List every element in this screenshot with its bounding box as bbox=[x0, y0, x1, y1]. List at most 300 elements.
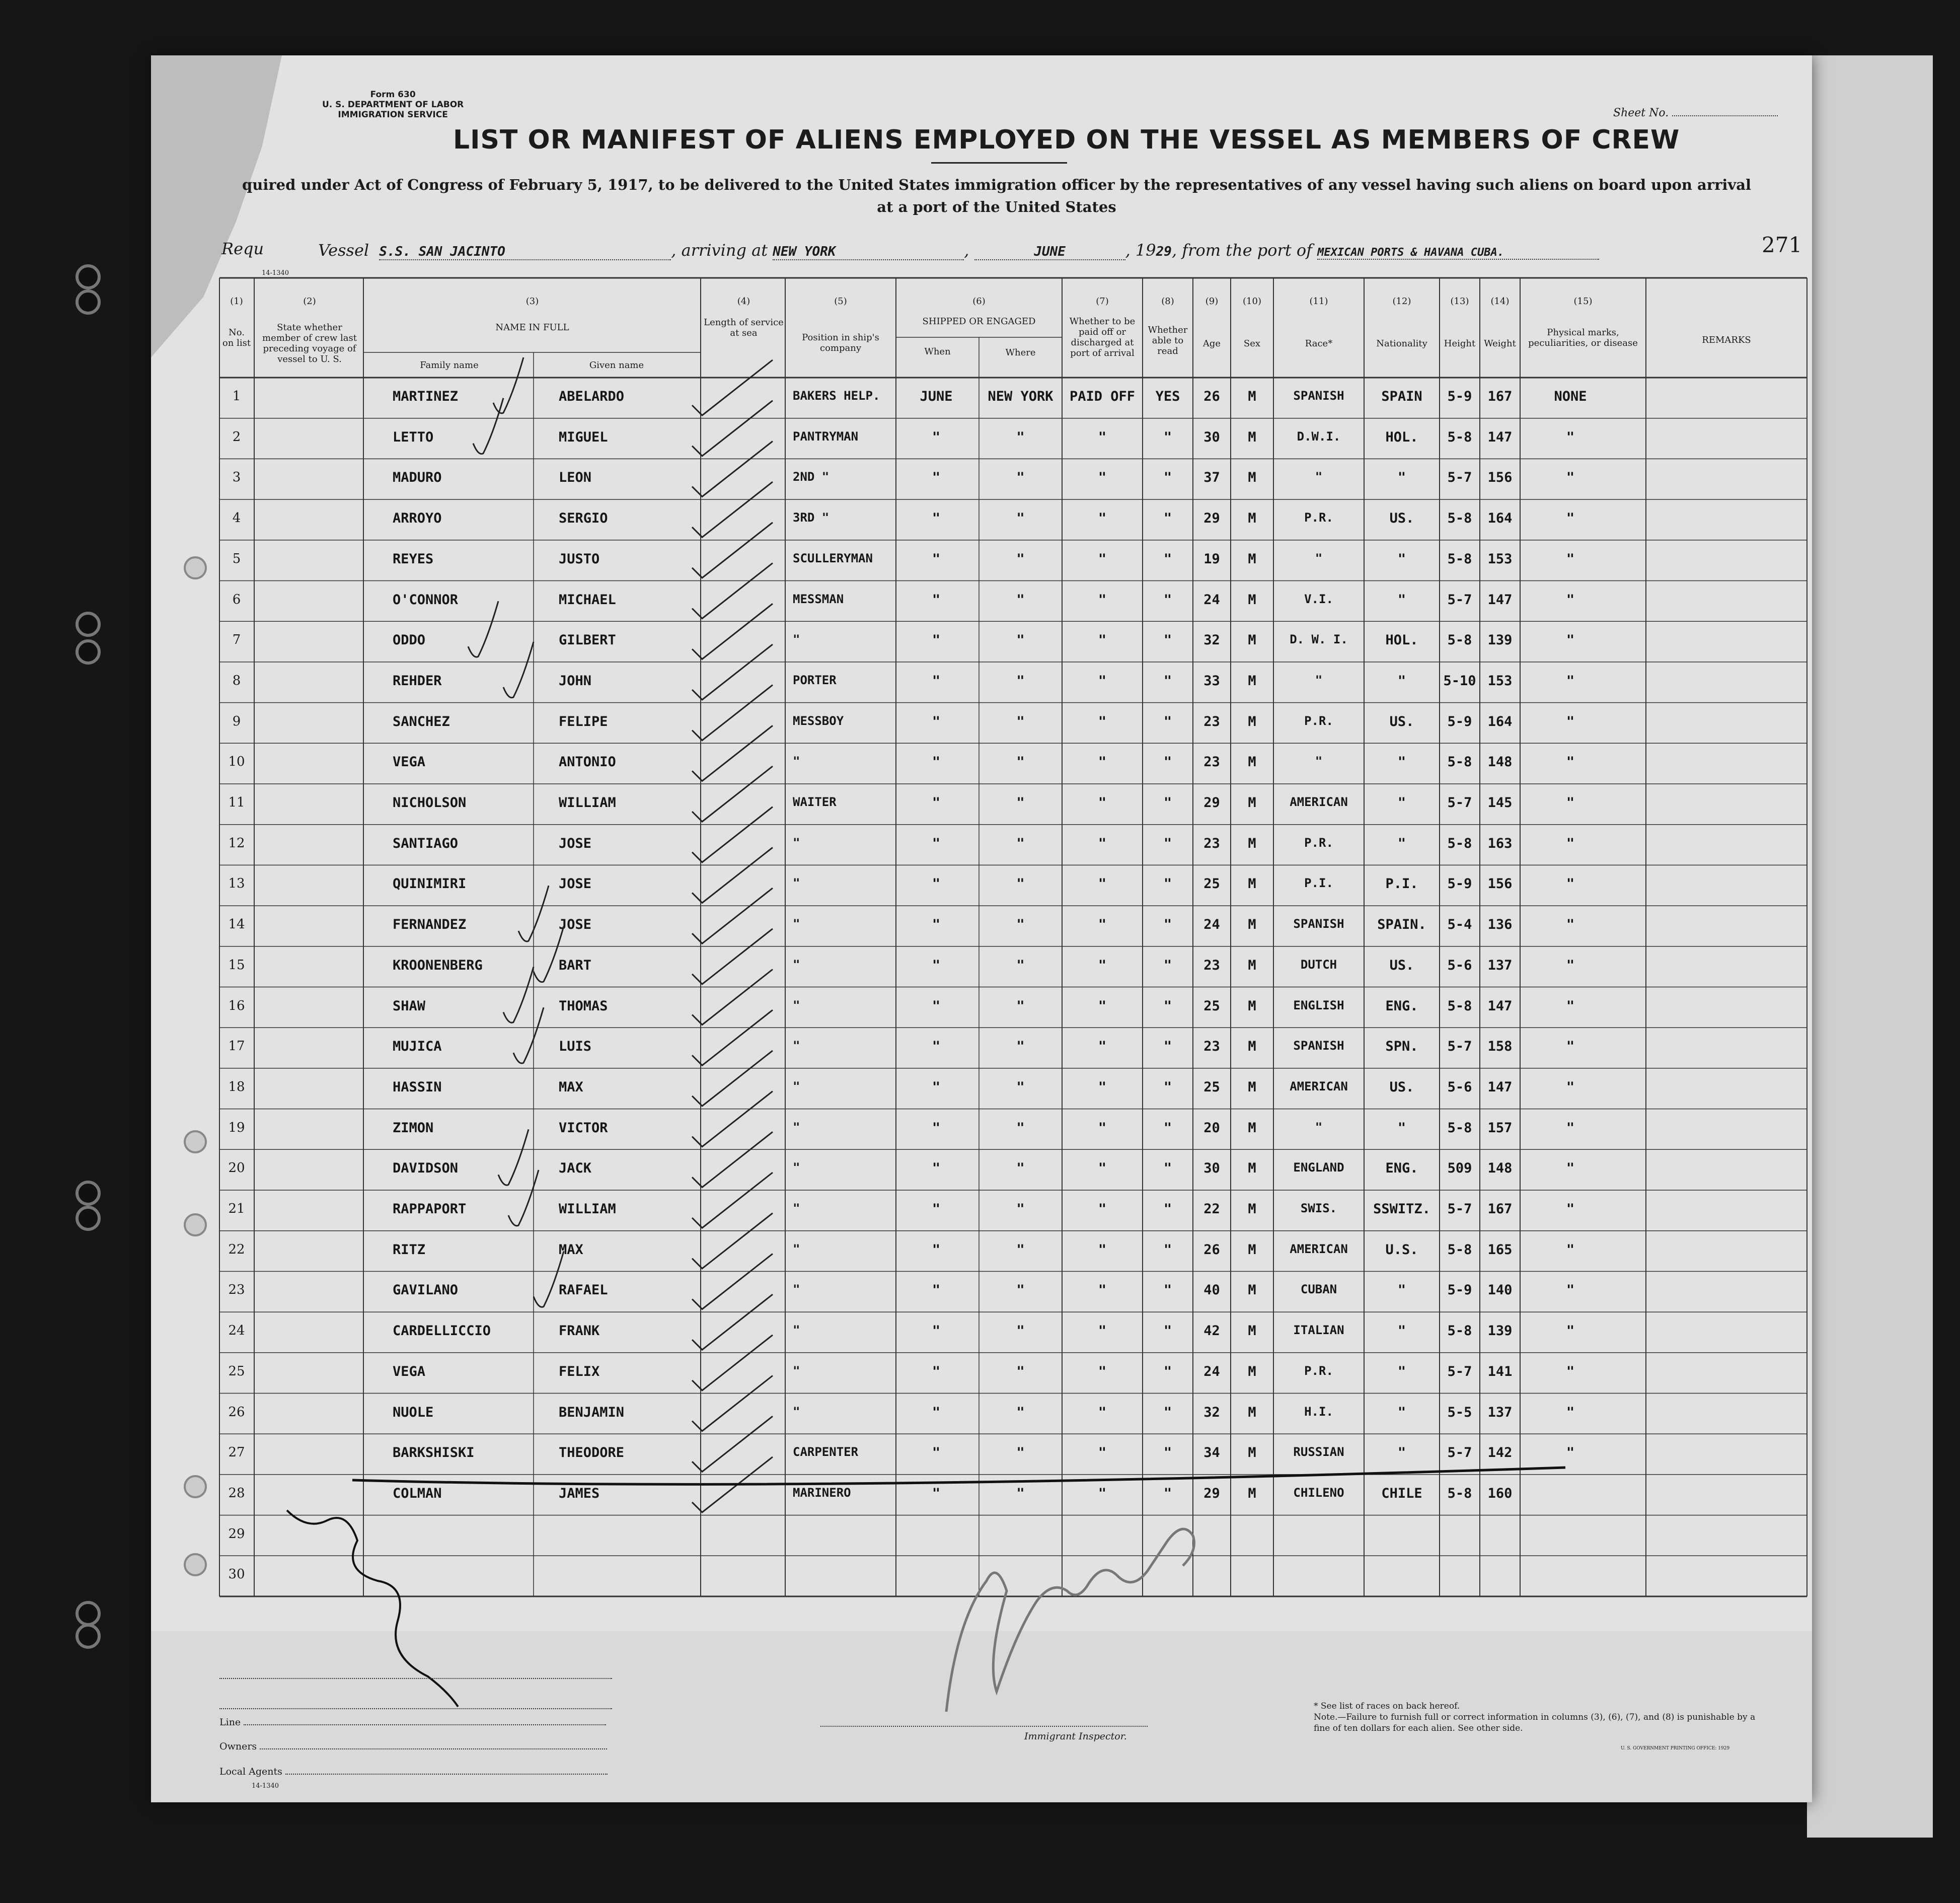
shipped-where: " bbox=[1016, 1120, 1025, 1136]
weight: 139 bbox=[1487, 1323, 1513, 1339]
check-mark bbox=[692, 1335, 773, 1390]
family-name: LETTO bbox=[393, 429, 434, 445]
shipped-where: " bbox=[1016, 1079, 1025, 1095]
race: D.W.I. bbox=[1297, 429, 1341, 444]
weight: 165 bbox=[1487, 1241, 1513, 1258]
sex: M bbox=[1248, 876, 1256, 892]
family-name: COLMAN bbox=[393, 1485, 442, 1501]
name-check-mark bbox=[534, 926, 564, 982]
position: " bbox=[793, 1201, 800, 1215]
nationality: US. bbox=[1389, 957, 1414, 973]
age: 30 bbox=[1203, 1160, 1220, 1177]
paid-off: " bbox=[1098, 1241, 1107, 1258]
shipped-when: " bbox=[932, 510, 941, 527]
height: 5-8 bbox=[1447, 510, 1472, 527]
family-name: O'CONNOR bbox=[393, 592, 459, 608]
age: 33 bbox=[1203, 673, 1220, 689]
paid-off: PAID OFF bbox=[1069, 389, 1136, 404]
shipped-when: " bbox=[932, 957, 941, 973]
able-to-read: " bbox=[1163, 998, 1172, 1014]
col-number-11: (11) bbox=[1309, 296, 1328, 307]
shipped-when: " bbox=[932, 1079, 941, 1095]
vessel-line: Vessel S.S. SAN JACINTO , arriving at NEW YORK , JUNE , 1929, from the port of MEXICAN PORTS & HAVANA CUBA. bbox=[318, 241, 1599, 260]
family-name: ZIMON bbox=[393, 1120, 434, 1136]
sex: M bbox=[1248, 957, 1256, 973]
owners-label: Owners bbox=[219, 1741, 257, 1752]
family-name: MARTINEZ bbox=[393, 389, 459, 404]
check-mark bbox=[692, 1132, 773, 1187]
family-name: RAPPAPORT bbox=[393, 1201, 467, 1217]
shipped-when: " bbox=[932, 1160, 941, 1177]
height: 5-4 bbox=[1447, 917, 1472, 933]
weight: 147 bbox=[1487, 592, 1513, 608]
given-name: ANTONIO bbox=[559, 754, 616, 770]
physical-marks: " bbox=[1566, 1120, 1575, 1136]
nationality: " bbox=[1397, 754, 1406, 770]
header-given-name: Given name bbox=[589, 360, 644, 371]
given-name: THEODORE bbox=[559, 1445, 625, 1461]
sex: M bbox=[1248, 998, 1256, 1014]
age: 29 bbox=[1203, 510, 1220, 527]
paid-off: " bbox=[1098, 673, 1107, 689]
col-number-4: (4) bbox=[737, 296, 750, 307]
year-prefix: 19 bbox=[1135, 241, 1156, 260]
position: 2ND " bbox=[793, 470, 830, 484]
check-mark bbox=[692, 563, 773, 619]
sex: M bbox=[1248, 1201, 1256, 1217]
weight: 153 bbox=[1487, 551, 1513, 567]
age: 23 bbox=[1203, 1039, 1220, 1055]
shipped-when: " bbox=[932, 1039, 941, 1055]
race: ITALIAN bbox=[1293, 1323, 1344, 1338]
shipped-when: " bbox=[932, 713, 941, 729]
given-name: JACK bbox=[559, 1160, 592, 1177]
local-agents-label: Local Agents bbox=[219, 1766, 282, 1777]
paid-off: " bbox=[1098, 470, 1107, 486]
position: " bbox=[793, 1241, 800, 1256]
nationality: " bbox=[1397, 673, 1406, 689]
height: 5-8 bbox=[1447, 835, 1472, 851]
shipped-where: " bbox=[1016, 754, 1025, 770]
row-number: 4 bbox=[232, 510, 241, 526]
age: 32 bbox=[1203, 632, 1220, 648]
physical-marks: " bbox=[1566, 1404, 1575, 1420]
height: 5-8 bbox=[1447, 429, 1472, 445]
position: PORTER bbox=[793, 673, 837, 687]
row-number: 2 bbox=[232, 429, 241, 445]
given-name: WILLIAM bbox=[559, 1201, 616, 1217]
family-name: DAVIDSON bbox=[393, 1160, 459, 1177]
family-name: SANTIAGO bbox=[393, 835, 459, 851]
race: CUBAN bbox=[1300, 1282, 1337, 1297]
row-number: 7 bbox=[232, 632, 241, 648]
check-mark bbox=[692, 1091, 773, 1147]
given-name: MAX bbox=[559, 1079, 583, 1095]
position: SCULLERYMAN bbox=[793, 551, 873, 565]
paid-off: " bbox=[1098, 592, 1107, 608]
weight: 148 bbox=[1487, 1160, 1513, 1177]
check-mark bbox=[692, 1213, 773, 1269]
physical-marks: " bbox=[1566, 551, 1575, 567]
weight: 137 bbox=[1487, 957, 1513, 973]
header-family-name: Family name bbox=[420, 360, 479, 371]
physical-marks: " bbox=[1566, 795, 1575, 811]
shipped-where: " bbox=[1016, 917, 1025, 933]
paid-off: " bbox=[1098, 1445, 1107, 1461]
nationality: U.S. bbox=[1385, 1241, 1418, 1258]
able-to-read: " bbox=[1163, 1120, 1172, 1136]
weight: 139 bbox=[1487, 632, 1513, 648]
age: 37 bbox=[1203, 470, 1220, 486]
sex: M bbox=[1248, 673, 1256, 689]
name-check-mark bbox=[503, 642, 534, 698]
year-suffix: 29 bbox=[1156, 244, 1172, 259]
sex: M bbox=[1248, 835, 1256, 851]
paid-off: " bbox=[1098, 795, 1107, 811]
weight: 140 bbox=[1487, 1282, 1513, 1298]
position: " bbox=[793, 1404, 800, 1419]
page-subtitle: quired under Act of Congress of February 5, 1917, to be delivered to the United States immigration officer by the representatives of any vessel having such aliens on board upon arrival at a port of the United States bbox=[242, 176, 1752, 215]
header-remarks: REMARKS bbox=[1702, 335, 1751, 345]
given-name: LUIS bbox=[559, 1039, 592, 1055]
height: 5-6 bbox=[1447, 957, 1472, 973]
race: " bbox=[1315, 1120, 1323, 1134]
row-number: 25 bbox=[228, 1363, 245, 1379]
weight: 156 bbox=[1487, 470, 1513, 486]
shipped-where: " bbox=[1016, 795, 1025, 811]
able-to-read: " bbox=[1163, 429, 1172, 445]
physical-marks: " bbox=[1566, 632, 1575, 648]
header-paid-off: Whether to be paid off or discharged at port of arrival bbox=[1069, 316, 1136, 358]
row-number: 26 bbox=[228, 1404, 245, 1420]
family-name: NUOLE bbox=[393, 1404, 434, 1420]
row-number: 10 bbox=[228, 754, 245, 770]
check-mark bbox=[692, 604, 773, 659]
height: 5-9 bbox=[1447, 876, 1472, 892]
col-number-9: (9) bbox=[1205, 296, 1219, 307]
check-mark bbox=[692, 523, 773, 578]
nationality: CHILE bbox=[1381, 1485, 1422, 1501]
height: 5-7 bbox=[1447, 592, 1472, 608]
race: D. W. I. bbox=[1290, 632, 1348, 647]
age: 40 bbox=[1203, 1282, 1220, 1298]
height: 5-9 bbox=[1447, 713, 1472, 729]
age: 23 bbox=[1203, 957, 1220, 973]
height: 509 bbox=[1447, 1160, 1472, 1177]
family-name: CARDELLICCIO bbox=[393, 1323, 491, 1339]
able-to-read: " bbox=[1163, 1404, 1172, 1420]
physical-marks: NONE bbox=[1554, 389, 1587, 404]
row-number: 20 bbox=[228, 1160, 245, 1176]
check-mark bbox=[692, 360, 773, 415]
nationality: " bbox=[1397, 551, 1406, 567]
physical-marks: " bbox=[1566, 1282, 1575, 1298]
race: AMERICAN bbox=[1290, 1079, 1348, 1093]
shipped-where: " bbox=[1016, 835, 1025, 851]
header-where: Where bbox=[1005, 347, 1036, 358]
able-to-read: " bbox=[1163, 1323, 1172, 1339]
arriving-label: , arriving at bbox=[671, 241, 768, 260]
family-name: RITZ bbox=[393, 1241, 426, 1258]
able-to-read: " bbox=[1163, 510, 1172, 527]
check-mark bbox=[692, 929, 773, 984]
given-name: BART bbox=[559, 957, 592, 973]
nationality: ENG. bbox=[1385, 998, 1418, 1014]
shipped-where: " bbox=[1016, 1323, 1025, 1339]
weight: 145 bbox=[1487, 795, 1513, 811]
check-mark bbox=[692, 1254, 773, 1309]
given-name: MIGUEL bbox=[559, 429, 608, 445]
sex: M bbox=[1248, 1323, 1256, 1339]
name-check-mark bbox=[473, 398, 503, 454]
family-name: ARROYO bbox=[393, 510, 442, 527]
weight: 147 bbox=[1487, 1079, 1513, 1095]
able-to-read: " bbox=[1163, 1241, 1172, 1258]
races-note: * See list of races on back hereof. bbox=[1314, 1701, 1460, 1711]
race: AMERICAN bbox=[1290, 1241, 1348, 1256]
position: " bbox=[793, 957, 800, 972]
family-name: MADURO bbox=[393, 470, 442, 486]
family-name: NICHOLSON bbox=[393, 795, 467, 811]
sex: M bbox=[1248, 1160, 1256, 1177]
weight: 158 bbox=[1487, 1039, 1513, 1055]
row-number: 27 bbox=[228, 1445, 245, 1460]
weight: 156 bbox=[1487, 876, 1513, 892]
shipped-where: " bbox=[1016, 1445, 1025, 1461]
service-name: IMMIGRATION SERVICE bbox=[338, 110, 448, 120]
family-name: BARKSHISKI bbox=[393, 1445, 475, 1461]
col-number-2: (2) bbox=[303, 296, 316, 307]
given-name: FELIX bbox=[559, 1363, 600, 1379]
header-able-to-read: Whether able to read bbox=[1148, 325, 1188, 356]
col-number-13: (13) bbox=[1450, 296, 1469, 307]
family-name: GAVILANO bbox=[393, 1282, 459, 1298]
family-name: FERNANDEZ bbox=[393, 917, 467, 933]
footer-dots bbox=[219, 1670, 612, 1681]
sex: M bbox=[1248, 389, 1256, 404]
given-name: MAX bbox=[559, 1241, 583, 1258]
sex: M bbox=[1248, 1120, 1256, 1136]
physical-marks: " bbox=[1566, 592, 1575, 608]
given-name: GILBERT bbox=[559, 632, 616, 648]
sex: M bbox=[1248, 1485, 1256, 1501]
row-number: 22 bbox=[228, 1241, 245, 1257]
form-code: 14-1340 bbox=[262, 269, 289, 277]
family-name: KROONENBERG bbox=[393, 957, 483, 973]
race: P.R. bbox=[1304, 1363, 1333, 1378]
position: 3RD " bbox=[793, 510, 830, 525]
age: 29 bbox=[1203, 795, 1220, 811]
shipped-when: " bbox=[932, 1201, 941, 1217]
header-position: Position in ship's company bbox=[802, 332, 879, 353]
race: CHILENO bbox=[1293, 1485, 1344, 1500]
col-number-14: (14) bbox=[1490, 296, 1510, 307]
form-number: Form 630 bbox=[370, 90, 416, 100]
position: " bbox=[793, 1363, 800, 1378]
row-number: 1 bbox=[232, 389, 241, 404]
shipped-when: " bbox=[932, 998, 941, 1014]
row-number: 11 bbox=[228, 795, 245, 810]
age: 24 bbox=[1203, 1363, 1220, 1379]
given-name: WILLIAM bbox=[559, 795, 616, 811]
weight: 167 bbox=[1487, 389, 1513, 404]
age: 42 bbox=[1203, 1323, 1220, 1339]
shipped-when: " bbox=[932, 551, 941, 567]
row-number: 14 bbox=[228, 917, 245, 932]
weight: 163 bbox=[1487, 835, 1513, 851]
from-label: , from the port of bbox=[1171, 241, 1312, 260]
position: " bbox=[793, 1039, 800, 1053]
able-to-read: " bbox=[1163, 754, 1172, 770]
header-physical-marks: Physical marks, peculiarities, or disease bbox=[1528, 327, 1638, 348]
sex: M bbox=[1248, 429, 1256, 445]
paid-off: " bbox=[1098, 1120, 1107, 1136]
shipped-when: " bbox=[932, 592, 941, 608]
row-number: 15 bbox=[228, 957, 245, 973]
height: 5-9 bbox=[1447, 389, 1472, 404]
position: " bbox=[793, 1323, 800, 1338]
nationality: " bbox=[1397, 1120, 1406, 1136]
race: SWIS. bbox=[1300, 1201, 1337, 1215]
weight: 157 bbox=[1487, 1120, 1513, 1136]
paid-off: " bbox=[1098, 632, 1107, 648]
shipped-when: " bbox=[932, 429, 941, 445]
height: 5-7 bbox=[1447, 1201, 1472, 1217]
shipped-when: " bbox=[932, 876, 941, 892]
paid-off: " bbox=[1098, 1079, 1107, 1095]
weight: 153 bbox=[1487, 673, 1513, 689]
col-number-5: (5) bbox=[834, 296, 847, 307]
shipped-when: " bbox=[932, 673, 941, 689]
header-age: Age bbox=[1202, 338, 1221, 349]
given-name: MICHAEL bbox=[559, 592, 616, 608]
name-check-mark bbox=[493, 357, 523, 413]
position: MESSBOY bbox=[793, 713, 844, 728]
shipped-when: " bbox=[932, 754, 941, 770]
paid-off: " bbox=[1098, 998, 1107, 1014]
given-name: ABELARDO bbox=[559, 389, 625, 404]
shipped-where: " bbox=[1016, 876, 1025, 892]
able-to-read: " bbox=[1163, 632, 1172, 648]
vessel-name: S.S. SAN JACINTO bbox=[379, 244, 671, 260]
check-mark bbox=[692, 888, 773, 943]
given-name: FELIPE bbox=[559, 713, 608, 729]
age: 23 bbox=[1203, 835, 1220, 851]
height: 5-8 bbox=[1447, 632, 1472, 648]
age: 22 bbox=[1203, 1201, 1220, 1217]
name-check-mark bbox=[518, 886, 549, 941]
height: 5-7 bbox=[1447, 1363, 1472, 1379]
row-number: 6 bbox=[232, 592, 241, 607]
race: V.I. bbox=[1304, 592, 1333, 606]
able-to-read: " bbox=[1163, 1079, 1172, 1095]
shipped-where: NEW YORK bbox=[988, 389, 1053, 404]
family-name: VEGA bbox=[393, 754, 426, 770]
header-sex: Sex bbox=[1243, 338, 1261, 349]
check-mark bbox=[692, 1010, 773, 1065]
race: SPANISH bbox=[1293, 1039, 1344, 1053]
weight: 136 bbox=[1487, 917, 1513, 933]
sheet-label: Sheet No. bbox=[1613, 107, 1669, 119]
nationality: " bbox=[1397, 1282, 1406, 1298]
given-name: SERGIO bbox=[559, 510, 608, 527]
check-mark bbox=[692, 1294, 773, 1350]
able-to-read: " bbox=[1163, 551, 1172, 567]
physical-marks: " bbox=[1566, 917, 1575, 933]
position: " bbox=[793, 998, 800, 1012]
check-mark bbox=[692, 1376, 773, 1431]
name-check-mark bbox=[468, 601, 498, 657]
sex: M bbox=[1248, 1445, 1256, 1461]
paid-off: " bbox=[1098, 917, 1107, 933]
age: 29 bbox=[1203, 1485, 1220, 1501]
position: " bbox=[793, 835, 800, 850]
col-number-8: (8) bbox=[1161, 296, 1174, 307]
position: " bbox=[793, 632, 800, 647]
position: " bbox=[793, 1160, 800, 1175]
able-to-read: " bbox=[1163, 1039, 1172, 1055]
paid-off: " bbox=[1098, 835, 1107, 851]
header-race: Race* bbox=[1305, 338, 1333, 349]
shipped-when: " bbox=[932, 1323, 941, 1339]
nationality: " bbox=[1397, 1445, 1406, 1461]
row-number: 8 bbox=[232, 673, 241, 688]
physical-marks: " bbox=[1566, 1241, 1575, 1258]
able-to-read: " bbox=[1163, 713, 1172, 729]
position: " bbox=[793, 1120, 800, 1134]
weight: 164 bbox=[1487, 510, 1513, 527]
sex: M bbox=[1248, 713, 1256, 729]
department-name: U. S. DEPARTMENT OF LABOR bbox=[322, 100, 464, 110]
paid-off: " bbox=[1098, 1201, 1107, 1217]
row-number: 18 bbox=[228, 1079, 245, 1094]
weight: 147 bbox=[1487, 998, 1513, 1014]
physical-marks: " bbox=[1566, 876, 1575, 892]
age: 23 bbox=[1203, 754, 1220, 770]
sex: M bbox=[1248, 632, 1256, 648]
given-name: VICTOR bbox=[559, 1120, 608, 1136]
footer-dots-2 bbox=[219, 1701, 612, 1712]
race: SPANISH bbox=[1293, 917, 1344, 931]
able-to-read: " bbox=[1163, 470, 1172, 486]
paid-off: " bbox=[1098, 1160, 1107, 1177]
physical-marks: " bbox=[1566, 713, 1575, 729]
weight: 147 bbox=[1487, 429, 1513, 445]
sex: M bbox=[1248, 510, 1256, 527]
physical-marks: " bbox=[1566, 510, 1575, 527]
header-no-on-list: No. on list bbox=[222, 327, 251, 348]
nationality: ENG. bbox=[1385, 1160, 1418, 1177]
col-number-10: (10) bbox=[1243, 296, 1261, 307]
height: 5-7 bbox=[1447, 470, 1472, 486]
paid-off: " bbox=[1098, 1323, 1107, 1339]
col-number-12: (12) bbox=[1392, 296, 1411, 307]
race: SPANISH bbox=[1293, 389, 1344, 403]
race: P.R. bbox=[1304, 510, 1333, 525]
family-name: MUJICA bbox=[393, 1039, 442, 1055]
race: ENGLISH bbox=[1293, 998, 1344, 1012]
name-check-mark bbox=[513, 1007, 544, 1063]
nationality: " bbox=[1397, 470, 1406, 486]
given-name: JUSTO bbox=[559, 551, 600, 567]
position: " bbox=[793, 754, 800, 769]
race: " bbox=[1315, 754, 1323, 769]
age: 24 bbox=[1203, 592, 1220, 608]
inspector-label: Immigrant Inspector. bbox=[1024, 1731, 1127, 1742]
position: " bbox=[793, 1282, 800, 1297]
physical-marks: " bbox=[1566, 1445, 1575, 1461]
row-number: 12 bbox=[228, 835, 245, 851]
